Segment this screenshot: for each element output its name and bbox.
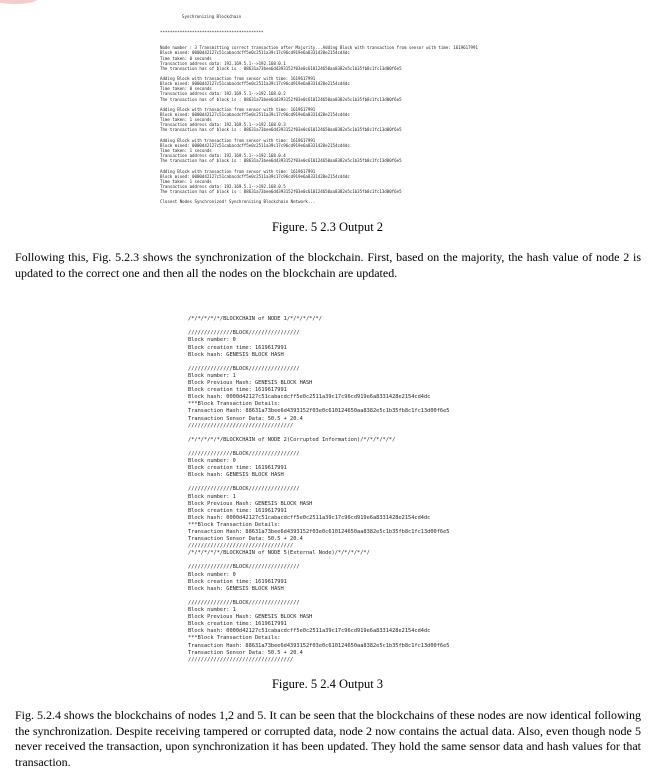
- console-line: Transaction Sensor Data: 50.5 + 20.4: [188, 649, 303, 656]
- console-line: [188, 479, 450, 486]
- console-line: Transaction address data: 192.169.5.1-->192.168.0.3: [160, 122, 286, 128]
- console-line: [188, 444, 450, 451]
- console-line: Block hash: GENESIS BLOCK HASH: [188, 585, 284, 592]
- console-line: Block number: 1: [188, 607, 236, 614]
- console-line: Time taken: 1 seconds: [160, 117, 212, 123]
- console-line: //////////////BLOCK////////////////: [188, 450, 300, 457]
- console-line: Transaction Hash: 88631a73bee6d4393152f03e0c610124650aa8382e5c1b35fb8c1fc13d00f6e5: [188, 642, 450, 649]
- console-line: ***Block Transaction Details:: [188, 635, 281, 642]
- figure-caption-output-3: Figure. 5 2.4 Output 3: [271, 677, 384, 691]
- console-line: //////////////BLOCK////////////////: [188, 330, 300, 337]
- console-line: /////////////////////////////////: [188, 656, 294, 663]
- paragraph-synchronization: Following this, Fig. 5.2.3 shows the synchronization of the blockchain. First, based on the majority, the hash value of node 2 is updated to the correct one and then all the nodes on the blockchain are updated.: [15, 250, 641, 280]
- console-line: Adding Block with transaction from sensor with time: 1619617991: [160, 76, 316, 82]
- console-line: Block creation time: 1619617991: [188, 507, 287, 514]
- console-line: The transaction has of block is : 88631a73bee6d4393152f03e0c610124650aa8382e5c1b35fb8c1fc13d00f6e5: [160, 96, 402, 102]
- console-line: Block hash: GENESIS BLOCK HASH: [188, 472, 284, 479]
- console-line: Time taken: 1 seconds: [160, 148, 212, 154]
- console-line: Block hash: GENESIS BLOCK HASH: [188, 351, 284, 358]
- console-line: Transaction address data: 192.169.5.1-->192.168.0.2: [160, 91, 286, 97]
- console-line: Block mined: 0000d42127c51cabacdcff5e0c2511a39c17c96cd919e6a8331428e2154cd4dc: [160, 112, 350, 118]
- console-line: The transaction has of block is : 88631a73bee6d4393152f03e0c610124650aa8382e5c1b35fb8c1fc13d00f6e5: [160, 65, 402, 71]
- console-line: Adding Block with transaction from sensor with time: 1619617991: [160, 106, 316, 112]
- console-line: Transaction Hash: 88631a73bee6d4393152f03e0c610124650aa8382e5c1b35fb8c1fc13d00f6e5: [188, 529, 450, 535]
- console-line: Closest Nodes Synchronized! Synchronizing Blockchain Network...: [160, 199, 316, 205]
- console-line: Time taken: 0 seconds: [160, 55, 212, 61]
- console-line: [188, 557, 450, 564]
- console-line: Block Previous Hash: GENESIS BLOCK HASH: [188, 380, 313, 387]
- console-line: /*/*/*/*/*/BLOCKCHAIN of NODE 5(External Node)/*/*/*/*/*/: [188, 550, 370, 557]
- console-line: ***Block Transaction Details:: [188, 401, 281, 408]
- console-line: //////////////BLOCK////////////////: [188, 365, 300, 372]
- console-line: Block number: 1: [188, 493, 236, 500]
- console-line: Transaction address data: 192.169.5.1-->192.168.0.5: [160, 184, 286, 190]
- console-line: Block Previous Hash: GENESIS BLOCK HASH: [188, 614, 313, 621]
- console-line: Block mined: 0000d42127c51cabacdcff5e0c2511a39c17c96cd919e6a8331428e2154cd4dc: [160, 142, 350, 148]
- console-line: Block number: 0: [188, 571, 236, 578]
- paragraph-blockchains: Fig. 5.2.4 shows the blockchains of nodes 1,2 and 5. It can be seen that the blockchains of these nodes are now identical following the synchronization. Despite receiving tampered or corrupted data, node 2 now contains the actual data. Also, even though node 5 never received the transaction, upon synchronization it has been updated. They hold the same sensor data and hash values for that transaction.: [15, 708, 641, 769]
- console-line: Block Previous Hash: GENESIS BLOCK HASH: [188, 500, 313, 507]
- console-line: Time taken: 0 seconds: [160, 86, 212, 92]
- console-line: [188, 359, 450, 366]
- console-lines: [160, 45, 478, 204]
- console-line: Adding Block with transaction from sensor with time: 1619617991: [160, 137, 316, 143]
- console-line: Transaction Hash: 88631a73bee6d4393152f03e0c610124650aa8382e5c1b35fb8c1fc13d00f6e5: [188, 408, 450, 415]
- console-line: Block number: 0: [188, 337, 236, 344]
- figure-caption-output-2: Figure. 5 2.3 Output 2: [271, 220, 384, 234]
- console-line: Block number: 0: [188, 458, 236, 465]
- console-line: [188, 323, 450, 330]
- console-line: Block mined: 0000d42127c51cabacdcff5e0c2511a39c17c96cd919e6a8331428e2154cd4dc: [160, 81, 350, 87]
- console-line: Block creation time: 1619617991: [188, 387, 287, 394]
- console-line: Time taken: 1 seconds: [160, 178, 212, 184]
- console-line: Adding Block with transaction from sensor with time: 1619617991: [160, 168, 316, 174]
- console-line: Block creation time: 1619617991: [188, 621, 287, 628]
- console-line: /////////////////////////////////: [188, 422, 294, 429]
- console-line: /*/*/*/*/*/BLOCKCHAIN of NODE 2(Corrupted Information)/*/*/*/*/*/: [188, 436, 396, 443]
- console-line: Block creation time: 1619617991: [188, 344, 287, 351]
- decorative-blob: [0, 0, 40, 4]
- console-line: //////////////BLOCK////////////////: [188, 486, 300, 493]
- console-line: [188, 430, 450, 437]
- console-line: The transaction has of block is : 88631a73bee6d4393152f03e0c610124650aa8382e5c1b35fb8c1fc13d00f6e5: [160, 189, 402, 195]
- console-line: Transaction Sensor Data: 50.5 + 20.4: [188, 415, 303, 422]
- console-line: Node number : 3 Transmitting correct transaction after Majority...Adding Block with transaction from sensor with time: 1619617991: [160, 45, 478, 51]
- console-output-3: [188, 302, 450, 671]
- console-line: //////////////BLOCK////////////////: [188, 599, 300, 606]
- console-line: Block creation time: 1619617991: [188, 578, 287, 585]
- console-line: Transaction address data: 192.169.5.1-->192.168.0.4: [160, 153, 286, 159]
- console-line: Block hash: 0000d42127c51cabacdcff5e0c2511a39c17c96cd919e6a8331428e2154cd4dc: [188, 628, 431, 635]
- console-line: Block hash: 0000d42127c51cabacdcff5e0c2511a39c17c96cd919e6a8331428e2154cd4dc: [188, 514, 431, 521]
- console-line: The transaction has of block is : 88631a73bee6d4393152f03e0c610124650aa8382e5c1b35fb8c1fc13d00f6e5: [160, 158, 402, 164]
- console-line: Block creation time: 1619617991: [188, 465, 287, 472]
- console-lines: [188, 316, 450, 664]
- console-line: Block mined: 0000d42127c51cabacdcff5e0c2511a39c17c96cd919e6a8331428e2154cd4dc: [160, 50, 350, 56]
- console-line: Block number: 1: [188, 372, 236, 379]
- console-line: ***Block Transaction Details:: [188, 521, 281, 528]
- console-line: Block hash: 0000d42127c51cabacdcff5e0c2511a39c17c96cd919e6a8331428e2154cd4dc: [188, 394, 431, 401]
- console-separator: ******************************************: [160, 29, 264, 35]
- console-line: Block mined: 0000d42127c51cabacdcff5e0c2511a39c17c96cd919e6a8331428e2154cd4dc: [160, 173, 350, 179]
- console-line: [188, 593, 450, 600]
- console-title: Synchronizing Blockchain: [182, 14, 242, 20]
- console-output-2: [160, 4, 478, 210]
- console-line: Transaction address data: 192.169.5.1-->192.168.0.1: [160, 60, 286, 66]
- console-line: /////////////////////////////////: [188, 543, 294, 550]
- console-line: Transaction Sensor Data: 50.5 + 20.4: [188, 536, 303, 543]
- console-line: /*/*/*/*/*/BLOCKCHAIN of NODE 1/*/*/*/*/*/: [188, 316, 322, 323]
- console-line: The transaction has of block is : 88631a73bee6d4393152f03e0c610124650aa8382e5c1b35fb8c1fc13d00f6e5: [160, 127, 402, 133]
- console-line: //////////////BLOCK////////////////: [188, 564, 300, 571]
